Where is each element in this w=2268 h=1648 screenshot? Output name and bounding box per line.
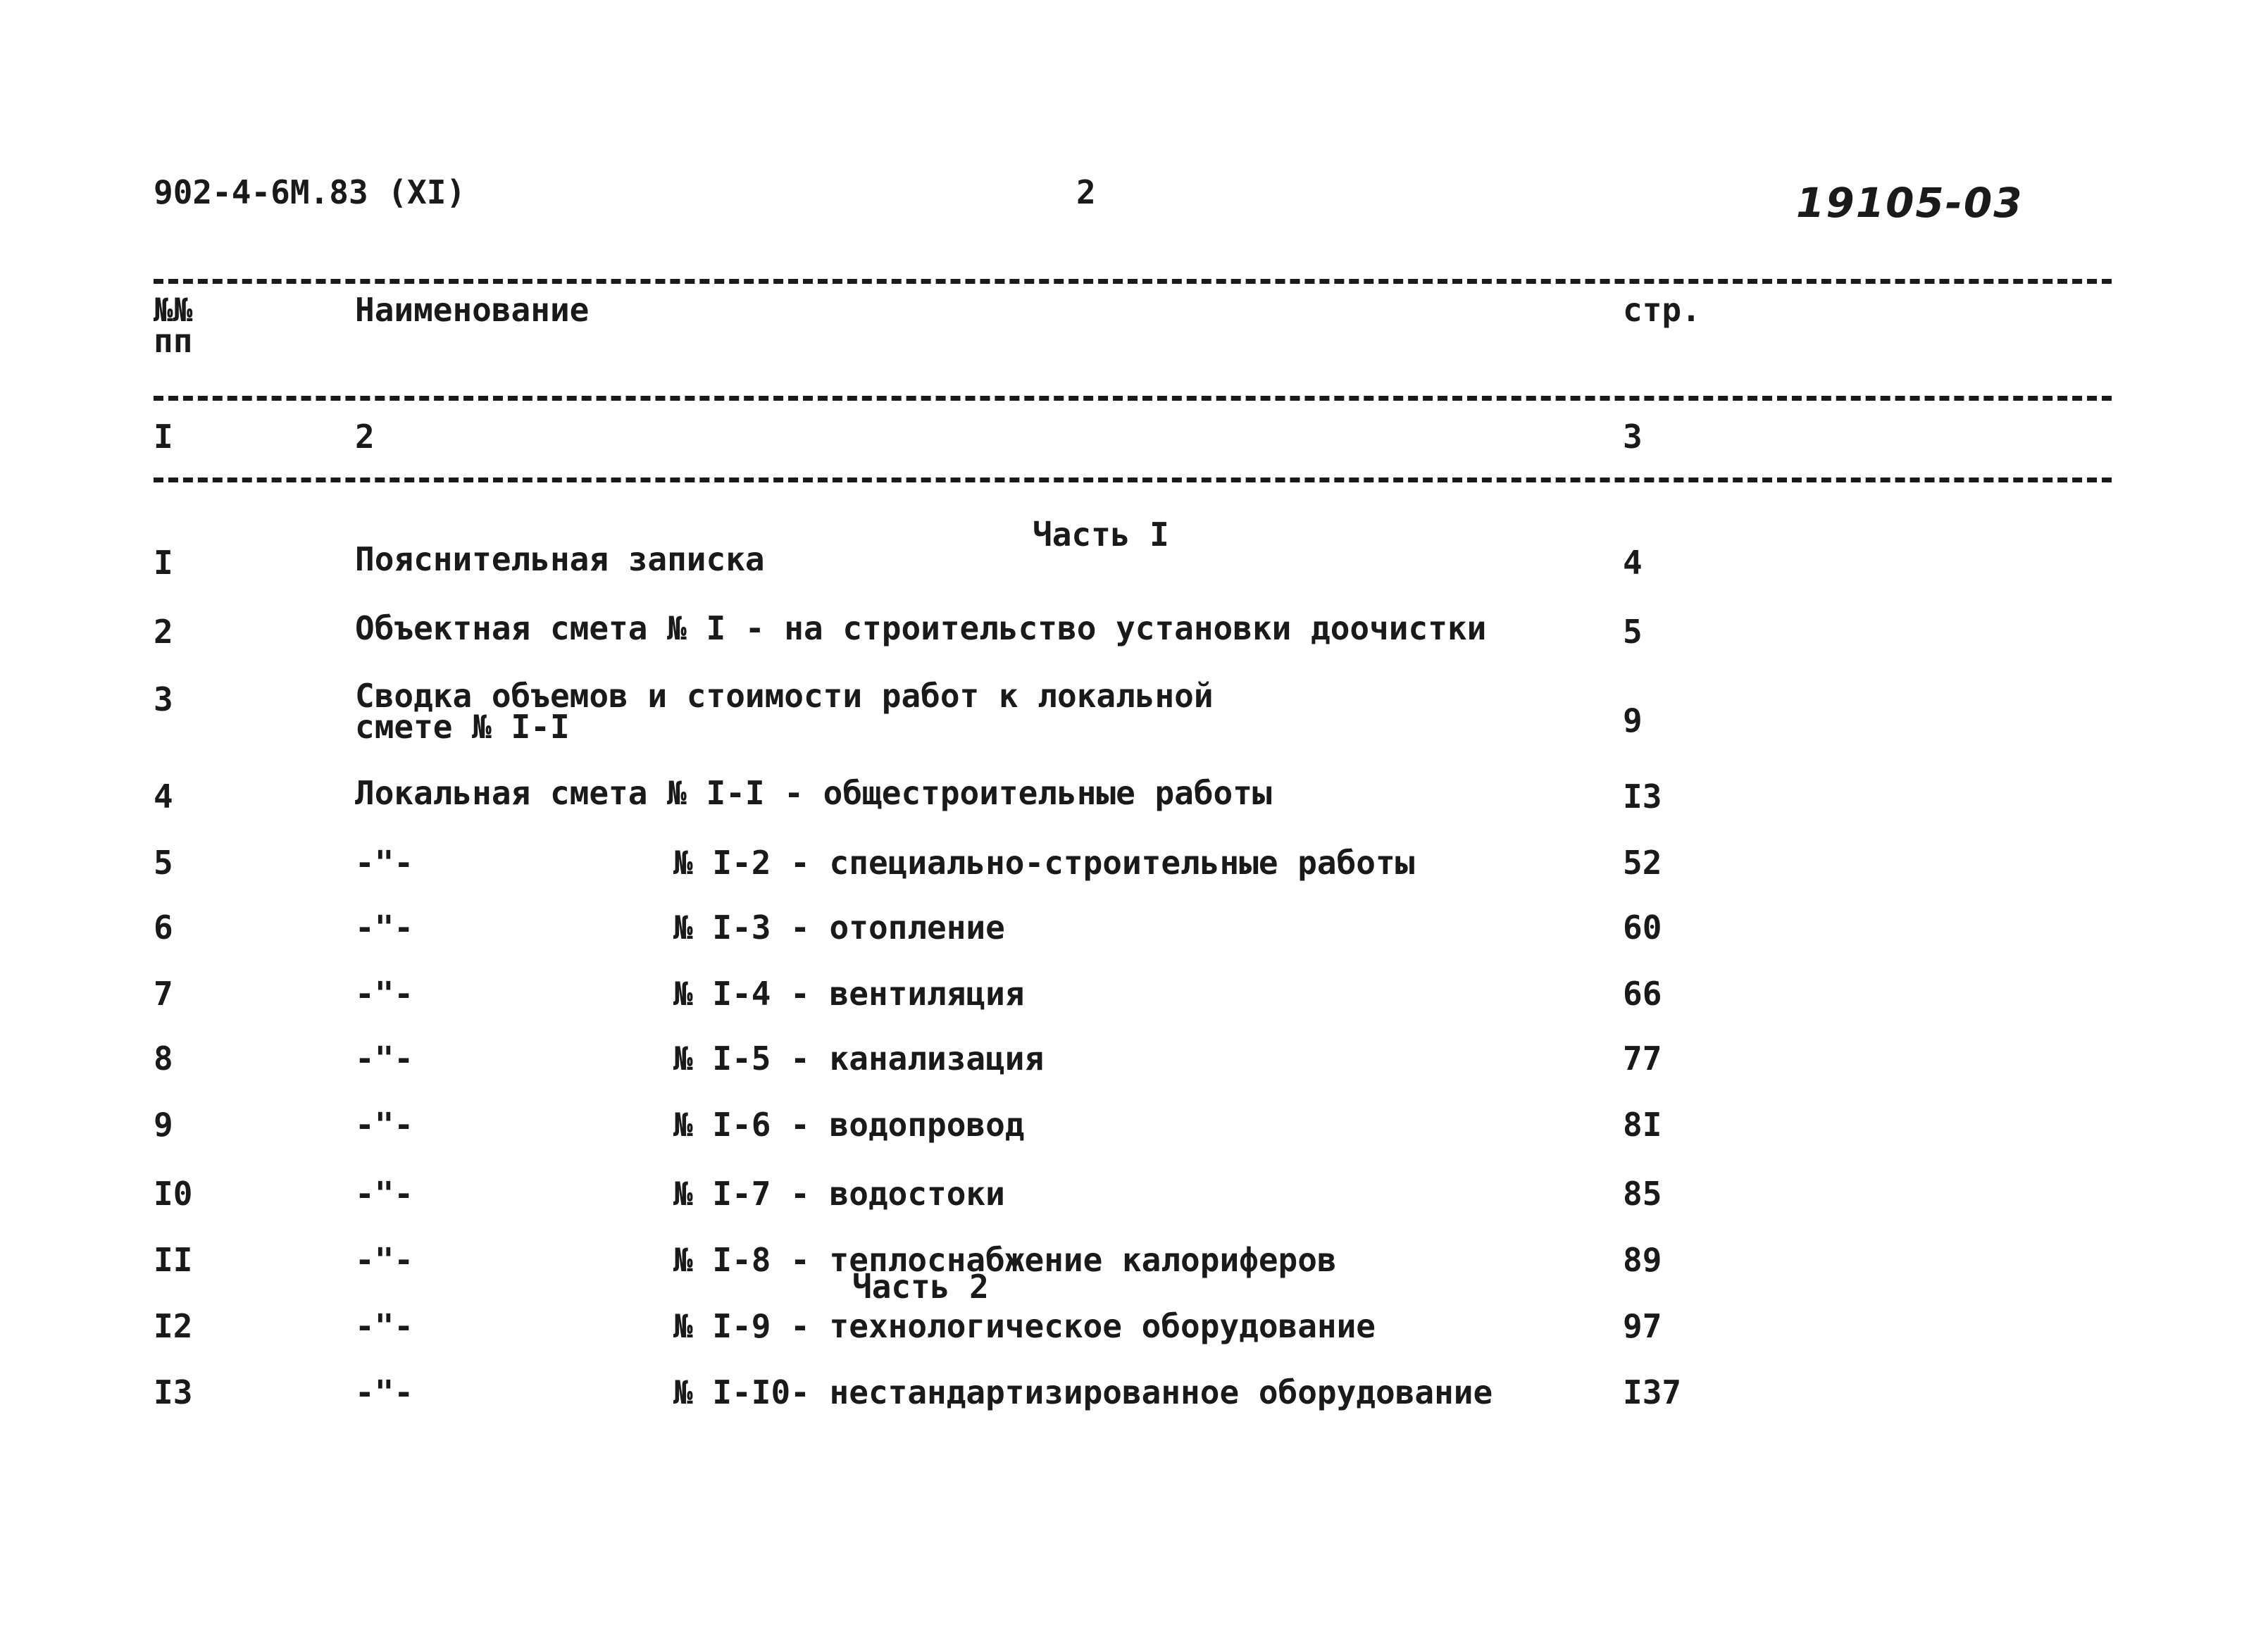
row-number: 4 (154, 778, 173, 816)
column-number-1: I (154, 418, 173, 456)
row-number: 2 (154, 613, 173, 651)
ditto-mark: -"- (355, 1106, 414, 1144)
row-name: Пояснительная записка (355, 540, 765, 578)
row-page: 97 (1623, 1307, 1662, 1345)
row-page: I37 (1623, 1373, 1682, 1411)
ditto-mark: -"- (355, 1241, 414, 1279)
row-page: I3 (1623, 778, 1662, 816)
ditto-mark: -"- (355, 909, 414, 947)
row-page: 8I (1623, 1106, 1662, 1144)
row-name: Объектная смета № I - на строительство установки доочистки (355, 609, 1487, 647)
row-number: 7 (154, 975, 173, 1013)
part-2-title: Часть 2 (852, 1268, 989, 1306)
ditto-mark: -"- (355, 1040, 414, 1078)
column-number-3: 3 (1623, 418, 1643, 456)
row-name: № I-5 - канализация (673, 1040, 1045, 1078)
row-name: Сводка объемов и стоимости работ к локальной смете № I-I (355, 677, 1214, 746)
row-page: 66 (1623, 975, 1662, 1013)
row-page: 9 (1623, 701, 1643, 739)
ditto-mark: -"- (355, 1175, 414, 1213)
ditto-mark: -"- (355, 1307, 414, 1345)
row-name: № I-9 - технологическое оборудование (673, 1307, 1376, 1345)
row-number: 6 (154, 909, 173, 947)
table-top-rule (154, 279, 2112, 284)
row-number: I0 (154, 1175, 193, 1213)
row-number: 5 (154, 844, 173, 882)
row-page: 89 (1623, 1241, 1662, 1279)
column-number-2: 2 (355, 418, 375, 456)
row-number: I2 (154, 1307, 193, 1345)
ditto-mark: -"- (355, 844, 414, 882)
row-number: 8 (154, 1040, 173, 1078)
row-page: 5 (1623, 613, 1643, 651)
row-name: № I-I0- нестандартизированное оборудование (673, 1373, 1493, 1411)
row-number: II (154, 1241, 193, 1279)
row-number: I (154, 544, 173, 582)
handwritten-stamp-number: 19105-03 (1796, 179, 2024, 227)
ditto-mark: -"- (355, 975, 414, 1013)
row-name: № I-4 - вентиляция (673, 975, 1025, 1013)
header-separator-rule (154, 396, 2112, 401)
row-name: № I-6 - водопровод (673, 1106, 1025, 1144)
row-name: Локальная смета № I-I - общестроительные работы (355, 774, 1272, 812)
row-number: 9 (154, 1106, 173, 1144)
row-page: 85 (1623, 1175, 1662, 1213)
row-page: 60 (1623, 909, 1662, 947)
row-page: 4 (1623, 544, 1643, 582)
row-page: 77 (1623, 1040, 1662, 1078)
row-number: 3 (154, 680, 173, 718)
sheet-number: 2 (1076, 173, 1096, 211)
row-number: I3 (154, 1373, 193, 1411)
part-1-title: Часть I (1033, 516, 1169, 554)
row-name: № I-7 - водостоки (673, 1175, 1005, 1213)
document-code: 902-4-6М.83 (XI) (154, 173, 466, 211)
row-name: № I-3 - отопление (673, 909, 1005, 947)
column-numbers-rule (154, 477, 2112, 482)
row-name: № I-8 - теплоснабжение калориферов (673, 1241, 1337, 1279)
column-header-number: №№ пп (154, 291, 193, 360)
row-page: 52 (1623, 844, 1662, 882)
ditto-mark: -"- (355, 1373, 414, 1411)
column-header-page: стр. (1623, 291, 1701, 329)
column-header-name: Наименование (355, 291, 590, 329)
row-name: № I-2 - специально-строительные работы (673, 844, 1415, 882)
